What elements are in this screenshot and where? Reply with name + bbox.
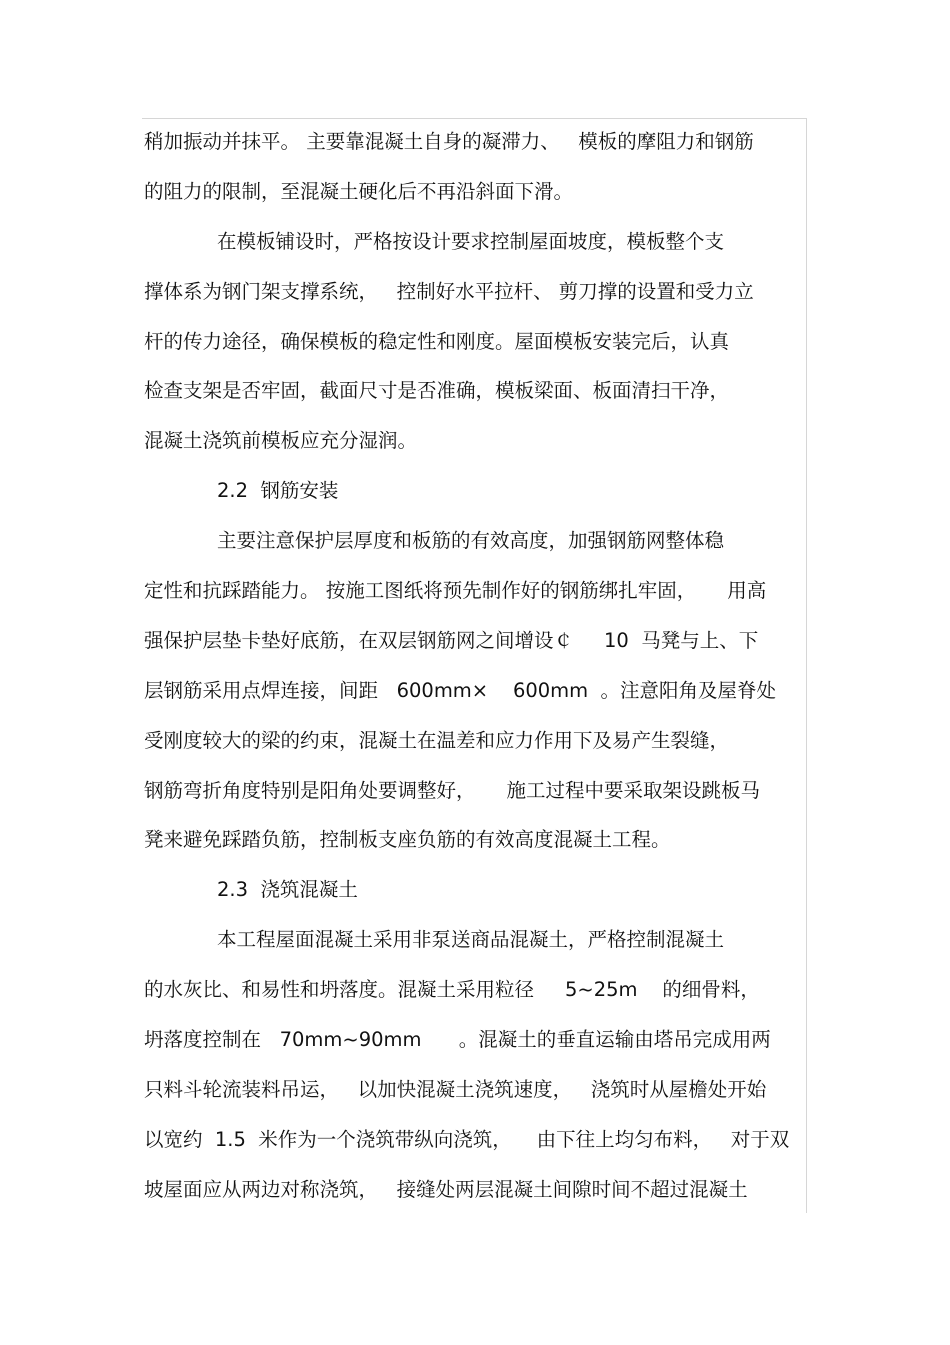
text-line: 定性和抗踩踏能力。 按施工图纸将预先制作好的钢筋绑扎牢固， 用高 — [144, 579, 767, 603]
text-line: 钢筋弯折角度特别是阳角处要调整好， 施工过程中要采取架设跳板马 — [144, 778, 760, 802]
text-line: 稍加振动并抹平。 主要靠混凝土自身的凝滞力、 模板的摩阻力和钢筋 — [144, 130, 754, 153]
text-line: 杆的传力途径，确保模板的稳定性和刚度。屋面模板安装完后，认真 — [144, 329, 730, 353]
text-line: 以宽约 1.5 米作为一个浇筑带纵向浇筑， 由下往上均匀布料， 对于双 — [144, 1127, 790, 1151]
document-body — [144, 124, 824, 1222]
text-line: 检查支架是否牢固，截面尺寸是否准确，模板梁面、板面清扫干净， — [144, 379, 730, 403]
text-line: 坡屋面应从两边对称浇筑， 接缝处两层混凝土间隙时间不超过混凝土 — [144, 1177, 748, 1201]
text-line: 强保护层垫卡垫好底筋，在双层钢筋网之间增设￠ 10 马凳与上、下 — [144, 628, 759, 652]
text-line: 的水灰比、和易性和坍落度。混凝土采用粒径 5~25m 的细骨料， — [144, 978, 760, 1002]
section-heading: 2.3 浇筑混凝土 — [217, 878, 358, 902]
paragraph-start: 本工程屋面混凝土采用非泵送商品混凝土，严格控制混凝土 — [217, 928, 725, 952]
text-line: 混凝土浇筑前模板应充分湿润。 — [144, 429, 418, 453]
text-line: 的阻力的限制，至混凝土硬化后不再沿斜面下滑。 — [144, 179, 574, 203]
paragraph-start: 在模板铺设时，严格按设计要求控制屋面坡度，模板整个支 — [217, 229, 725, 253]
text-line: 坍落度控制在 70mm~90mm 。混凝土的垂直运输由塔吊完成用两 — [144, 1028, 771, 1052]
text-line: 凳来避免踩踏负筋，控制板支座负筋的有效高度混凝土工程。 — [144, 828, 671, 852]
text-line: 撑体系为钢门架支撑系统， 控制好水平拉杆、 剪刀撑的设置和受力立 — [144, 279, 754, 303]
text-line: 只料斗轮流装料吊运， 以加快混凝土浇筑速度， 浇筑时从屋檐处开始 — [144, 1077, 767, 1101]
paragraph-start: 主要注意保护层厚度和板筋的有效高度，加强钢筋网整体稳 — [217, 529, 725, 553]
text-line: 受刚度较大的梁的约束，混凝土在温差和应力作用下及易产生裂缝， — [144, 728, 730, 752]
text-line: 层钢筋采用点焊连接，间距 600mm× 600mm 。注意阳角及屋脊处 — [144, 678, 777, 702]
section-heading: 2.2 钢筋安装 — [217, 479, 339, 503]
